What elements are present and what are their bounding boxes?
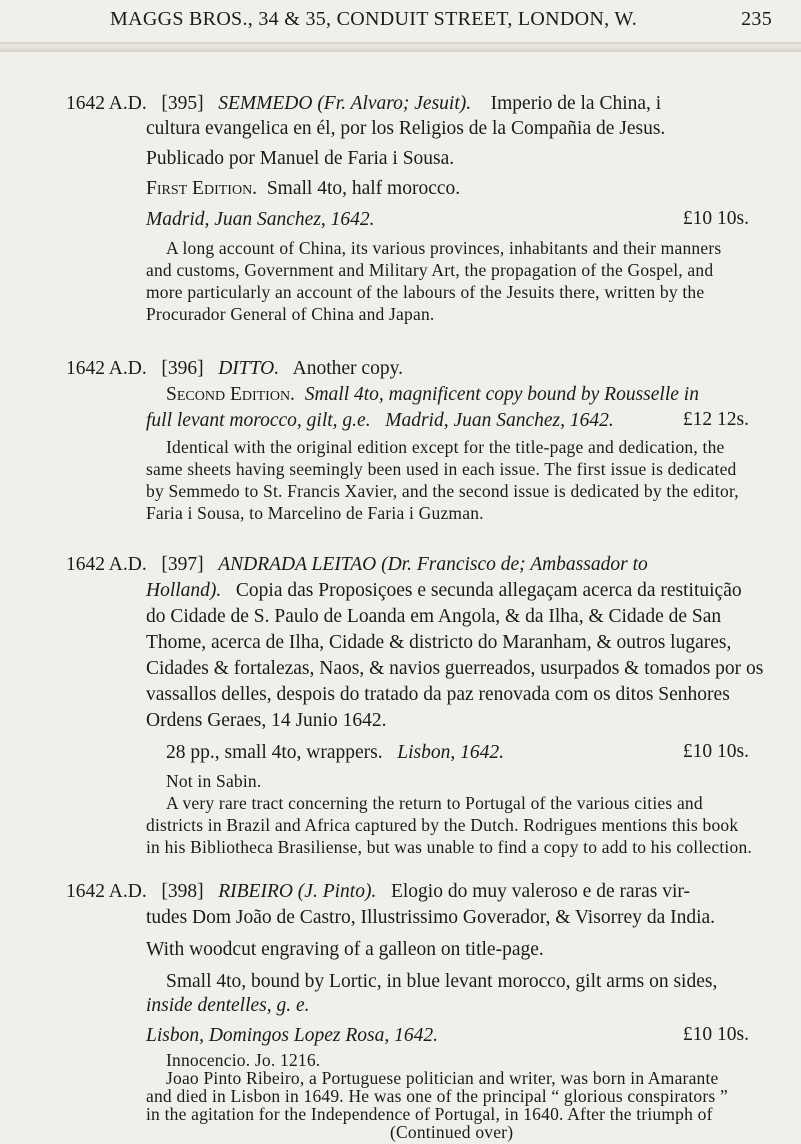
entry-author: DITTO. (218, 358, 280, 379)
entry-heading (66, 553, 648, 577)
entry-number: [396] (161, 358, 204, 379)
entry-illustration-note: With woodcut engraving of a galleon on title-page. (146, 939, 544, 960)
note-line: Faria i Sousa, to Marcelino de Faria i Guzman. (146, 503, 484, 523)
format-cont-text: inside dentelles, g. e. (146, 995, 310, 1016)
entry-author: SEMMEDO (Fr. Alvaro; Jesuit). (218, 93, 472, 114)
entry-title-cont: Ordens Geraes, 14 Junio 1642. (146, 710, 387, 731)
entry-editor: Publicado por Manuel de Faria i Sousa. (146, 148, 455, 169)
entry-date: 1642 A.D. (66, 881, 147, 902)
imprint-text: Madrid, Juan Sanchez, 1642. (146, 209, 375, 230)
entry-format: Small 4to, half morocco. (266, 178, 461, 199)
entry-author: RIBEIRO (J. Pinto). (218, 881, 377, 902)
entry-format: Small 4to, bound by Lortic, in blue levant morocco, gilt arms on sides, (166, 971, 718, 992)
entry-title-line (146, 579, 742, 603)
entry-format-imprint (146, 409, 614, 433)
note-line: Joao Pinto Ribeiro, a Portuguese politician and writer, was born in Amarante (166, 1068, 719, 1088)
note-line: Procurador General of China and Japan. (146, 304, 435, 324)
entry-format-cont: full levant morocco, gilt, g.e. (146, 410, 371, 431)
entry-format: Small 4to, magnificent copy bound by Rousselle in (304, 384, 699, 405)
continued-note: (Continued over) (390, 1122, 514, 1142)
entry-heading (66, 357, 403, 381)
entry-title: Another copy. (292, 358, 403, 379)
entry-number: [397] (161, 554, 204, 575)
imprint-text: Lisbon, Domingos Lopez Rosa, 1642. (146, 1025, 438, 1046)
entry-date: 1642 A.D. (66, 93, 147, 114)
entry-price: £12 12s. (682, 409, 749, 430)
entry-edition: First Edition. (146, 178, 258, 199)
page-header (110, 8, 800, 31)
note-line: A long account of China, its various provinces, inhabitants and their manners (166, 238, 722, 258)
note-line: Not in Sabin. (166, 771, 262, 791)
entry-date: 1642 A.D. (66, 358, 147, 379)
entry-format-imprint (166, 741, 504, 765)
publisher-line: MAGGS BROS., 34 & 35, CONDUIT STREET, LONDON, W. (110, 8, 638, 30)
entry-title-cont: Cidades & fortalezas, Naos, & navios guerreados, usurpados & tomados por os (146, 658, 764, 679)
note-line: A very rare tract concerning the return to Portugal of the various cities and (166, 793, 703, 813)
entry-number: [398] (161, 881, 204, 902)
entry-edition-format (166, 383, 699, 407)
entry-number: [395] (161, 93, 204, 114)
entry-title-cont: cultura evangelica en él, por los Religios de la Compañia de Jesus. (146, 118, 666, 139)
entry-author-cont: Holland). (146, 580, 222, 601)
note-line: and customs, Government and Military Art, the propagation of the Gospel, and (146, 260, 714, 280)
entry-title: Elogio do muy valeroso e de raras vir- (390, 881, 691, 902)
entry-title-cont: do Cidade de S. Paulo de Loanda em Angola, & da Ilha, & Cidade de San (146, 606, 722, 627)
entry-imprint: Madrid, Juan Sanchez, 1642. (385, 410, 614, 431)
note-line: more particularly an account of the labours of the Jesuits there, written by the (146, 282, 705, 302)
entry-format: 28 pp., small 4to, wrappers. (166, 742, 383, 763)
entry-price: £10 10s. (682, 1024, 749, 1045)
page-number: 235 (741, 8, 772, 30)
entry-format-cont (146, 994, 310, 1018)
note-line: and died in Lisbon in 1649. He was one of the principal “ glorious conspirators ” (146, 1086, 728, 1106)
entry-title-cont: tudes Dom João de Castro, Illustrissimo Goverador, & Visorrey da India. (146, 907, 716, 928)
entry-heading (66, 880, 690, 904)
note-line: Innocencio. Jo. 1216. (166, 1050, 321, 1070)
note-line: Identical with the original edition except for the title-page and dedication, the (166, 437, 725, 457)
note-line: in the agitation for the Independence of Portugal, in 1640. After the triumph of (146, 1104, 713, 1124)
note-line: districts in Brazil and Africa captured by the Dutch. Rodrigues mentions this book (146, 815, 739, 835)
entry-title-cont: Thome, acerca de Ilha, Cidade & districto do Maranham, & outros lugares, (146, 632, 732, 653)
entry-title-cont: vassallos delles, despois do tratado da paz renovada com os ditos Senhores (146, 684, 730, 705)
header-rule (0, 42, 801, 52)
entry-heading (66, 92, 661, 116)
entry-edition: Second Edition. (166, 384, 295, 405)
note-line: in his Bibliotheca Brasiliense, but was unable to find a copy to add to his collection. (146, 837, 752, 857)
note-line: by Semmedo to St. Francis Xavier, and the second issue is dedicated by the editor, (146, 481, 739, 501)
entry-price: £10 10s. (682, 208, 749, 229)
note-line: same sheets having seemingly been used in each issue. The first issue is dedicated (146, 459, 737, 479)
entry-author: ANDRADA LEITAO (Dr. Francisco de; Ambassador to (218, 554, 648, 575)
entry-title: Copia das Proposiçoes e secunda allegaçam acerca da restituição (235, 580, 742, 601)
entry-title: Imperio de la China, i (490, 93, 662, 114)
entry-imprint (146, 1024, 438, 1048)
entry-price: £10 10s. (682, 741, 749, 762)
entry-edition-format (146, 177, 460, 201)
entry-imprint: Lisbon, 1642. (397, 742, 504, 763)
entry-date: 1642 A.D. (66, 554, 147, 575)
entry-imprint (146, 208, 375, 232)
